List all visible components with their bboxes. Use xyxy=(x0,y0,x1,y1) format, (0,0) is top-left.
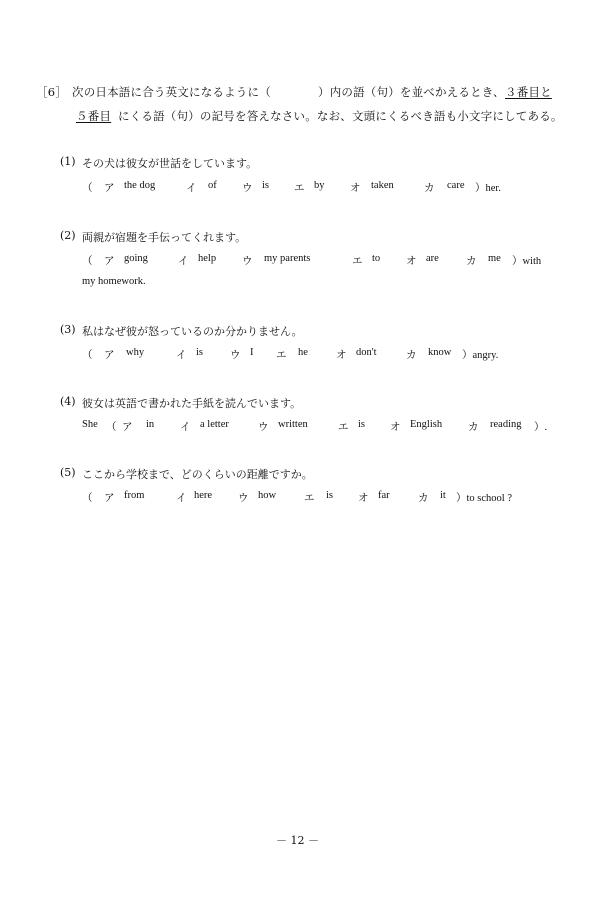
option-word: English xyxy=(410,419,443,430)
option-word: don't xyxy=(356,347,377,358)
question-number: (2) xyxy=(60,229,76,242)
option-word: care xyxy=(447,180,465,191)
option-word: is xyxy=(358,419,366,430)
option-word: is xyxy=(196,347,204,358)
option-word: reading xyxy=(490,419,522,430)
option-word: a letter xyxy=(200,419,229,430)
option-word: from xyxy=(124,490,145,501)
option-kana: カ xyxy=(468,421,479,433)
option-word: far xyxy=(378,490,390,501)
option-kana: ウ xyxy=(242,255,253,267)
option-kana: カ xyxy=(418,492,429,504)
instruction-line2: にくる語（句）の記号を答えなさい。なお、文頭にくるべき語も小文字にしてある。 xyxy=(118,109,563,123)
option-kana: ウ xyxy=(258,421,269,433)
option-kana: カ xyxy=(406,349,417,361)
option-kana: イ xyxy=(176,492,187,504)
option-kana: カ xyxy=(424,182,435,194)
option-kana: ア xyxy=(104,492,115,504)
option-word: is xyxy=(262,180,270,191)
open-paren: （ xyxy=(106,422,117,433)
option-kana: エ xyxy=(304,492,315,504)
question-japanese: その犬は彼女が世話をしています。 xyxy=(82,157,258,170)
option-kana: エ xyxy=(352,255,363,267)
close-phrase: ）her. xyxy=(475,183,501,194)
option-word: is xyxy=(326,490,334,501)
option-kana: エ xyxy=(338,421,349,433)
instruction-line1-a: 次の日本語に合う英文になるように（ xyxy=(72,85,271,99)
option-word: to xyxy=(372,253,381,264)
option-word: he xyxy=(298,347,308,358)
option-word: me xyxy=(488,253,501,264)
option-word: know xyxy=(428,347,452,358)
option-kana: イ xyxy=(180,421,191,433)
option-kana: ア xyxy=(104,349,115,361)
option-word: taken xyxy=(371,180,394,191)
option-word: here xyxy=(194,490,213,501)
option-kana: ア xyxy=(104,255,115,267)
option-word: help xyxy=(198,253,217,264)
option-kana: オ xyxy=(406,255,417,267)
option-kana: ア xyxy=(122,421,133,433)
option-word: are xyxy=(426,253,439,264)
option-kana: カ xyxy=(466,255,477,267)
option-word: by xyxy=(314,180,325,191)
option-kana: ウ xyxy=(238,492,249,504)
option-kana: オ xyxy=(336,349,347,361)
close-phrase: ）with xyxy=(512,256,542,267)
instruction-underline-3rd: ３番目と xyxy=(505,85,552,99)
question-japanese: 両親が宿題を手伝ってくれます。 xyxy=(82,231,247,244)
close-phrase: ）angry. xyxy=(462,350,499,361)
option-word: my parents xyxy=(264,253,311,264)
option-kana: オ xyxy=(390,421,401,433)
instruction-line1-b: ）内の語（句）を並べかえるとき、 xyxy=(318,85,505,99)
option-word: how xyxy=(258,490,277,501)
option-word: I xyxy=(250,347,254,358)
option-word: it xyxy=(440,490,446,501)
option-word: of xyxy=(208,180,217,191)
open-paren: （ xyxy=(82,256,93,267)
option-kana: イ xyxy=(176,349,187,361)
option-kana: オ xyxy=(358,492,369,504)
open-paren: （ xyxy=(82,183,93,194)
open-paren: （ xyxy=(82,493,93,504)
close-phrase: ）to school ? xyxy=(456,493,512,504)
continuation-line: my homework. xyxy=(82,276,146,287)
option-word: in xyxy=(146,419,155,430)
instruction-underline-5th: ５番目 xyxy=(76,109,112,123)
open-paren: （ xyxy=(82,350,93,361)
question-number: (1) xyxy=(60,155,76,168)
option-word: the dog xyxy=(124,180,156,191)
option-word: written xyxy=(278,419,308,430)
option-kana: オ xyxy=(350,182,361,194)
option-kana: イ xyxy=(178,255,189,267)
option-word: going xyxy=(124,253,148,264)
close-phrase: ）. xyxy=(534,422,548,433)
question-japanese: ここから学校まで、どのくらいの距離ですか。 xyxy=(82,468,313,481)
option-kana: イ xyxy=(186,182,197,194)
question-japanese: 彼女は英語で書かれた手紙を読んでいます。 xyxy=(82,397,302,410)
option-kana: エ xyxy=(276,349,287,361)
option-word: why xyxy=(126,347,145,358)
option-kana: ウ xyxy=(242,182,253,194)
question-number: (3) xyxy=(60,323,76,336)
question-number: (5) xyxy=(60,466,76,479)
option-kana: エ xyxy=(294,182,305,194)
option-kana: ウ xyxy=(230,349,241,361)
section-number: ［6］ xyxy=(36,85,67,99)
sentence-prefix: She xyxy=(82,419,98,430)
option-kana: ア xyxy=(104,182,115,194)
page-number: － 12 － xyxy=(276,834,319,847)
question-japanese: 私はなぜ彼が怒っているのか分かりません。 xyxy=(82,325,303,338)
question-number: (4) xyxy=(60,395,76,408)
